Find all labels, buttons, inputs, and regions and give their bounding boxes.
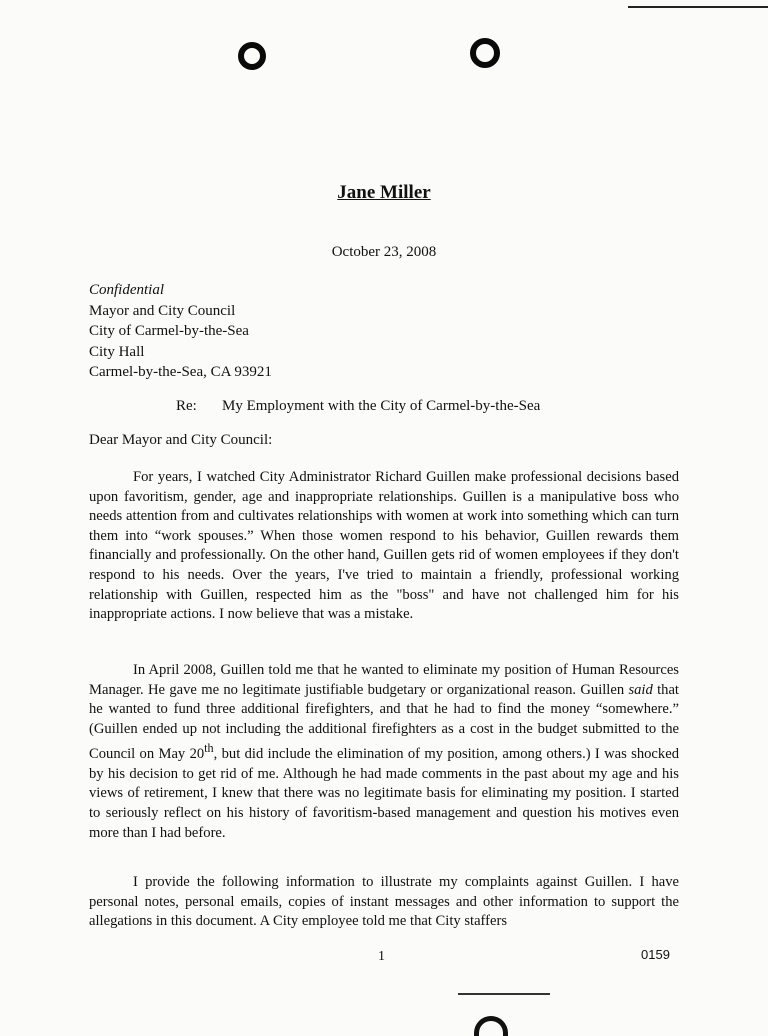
address-line: Mayor and City Council (89, 302, 236, 319)
salutation: Dear Mayor and City Council: (89, 432, 273, 448)
body-paragraph-2 (89, 661, 679, 843)
address-line: Carmel-by-the-Sea, CA 93921 (89, 364, 272, 380)
re-subject: My Employment with the City of Carmel-by-the-Sea (222, 398, 541, 414)
address-line: City Hall (89, 343, 145, 360)
scan-mark-top (628, 6, 768, 8)
bates-number: 0159 (641, 947, 670, 962)
punch-hole-bottom-partial (474, 1016, 508, 1036)
address-line: City of Carmel-by-the-Sea (89, 323, 249, 339)
page-number: 1 (378, 949, 385, 964)
confidential-label: Confidential (89, 282, 164, 298)
paragraph-2-text-c: , but did include the elimination of my position, among others.) I was shocked by his decision to get rid of me. Although he had made comments in the past about my age and his views of retirement, I knew that there was no legitimate basis for eliminating my position. I started to seriously reflect on his history of favoritism-based management and question his motives even more than I had before. (89, 746, 679, 841)
ordinal-suffix: th (204, 741, 214, 756)
subject-line (176, 398, 540, 415)
sender-name: Jane Miller (337, 182, 431, 203)
paragraph-2-text-a: In April 2008, Guillen told me that he wanted to eliminate my position of Human Resources Manager. He gave me no legitimate justifiable budgetary or organizational reason. Guillen (89, 662, 679, 698)
scan-mark-bottom (458, 993, 550, 995)
punch-hole-right (470, 38, 500, 68)
body-paragraph-3: I provide the following information to illustrate my complaints against Guillen. I have personal notes, personal emails, copies of instant messages and other information to support the allegations in this document. A City employee told me that City staffers (89, 874, 679, 930)
letter-date: October 23, 2008 (331, 244, 437, 260)
recipient-address (89, 280, 272, 383)
punch-hole-left (238, 42, 266, 70)
paragraph-2-text-b: that he wanted to fund three additional firefighters, and that he had to find the money “somewhere.” (Guillen ended up not including the additional firefighters as a cost in the budget submitted to the Council on May 20 (89, 681, 679, 763)
body-paragraph-1: For years, I watched City Administrator Richard Guillen make professional decisions based upon favoritism, gender, age and inappropriate relationships. Guillen is a manipulative boss who needs attention from and cultivates relationships with women at work into something which can turn them into “work spouses.” When those women respond to his behavior, Guillen rewards them financially and professionally. On the other hand, Guillen gets rid of women employees if they don't respond to his needs. Over the years, I've tried to maintain a friendly, professional working relationship with Guillen, respected him as the "boss" and have not challenged him for his inappropriate actions. I now believe that was a mistake. (89, 469, 679, 623)
re-label: Re: (176, 398, 197, 414)
emphasis-said: said (628, 681, 653, 698)
